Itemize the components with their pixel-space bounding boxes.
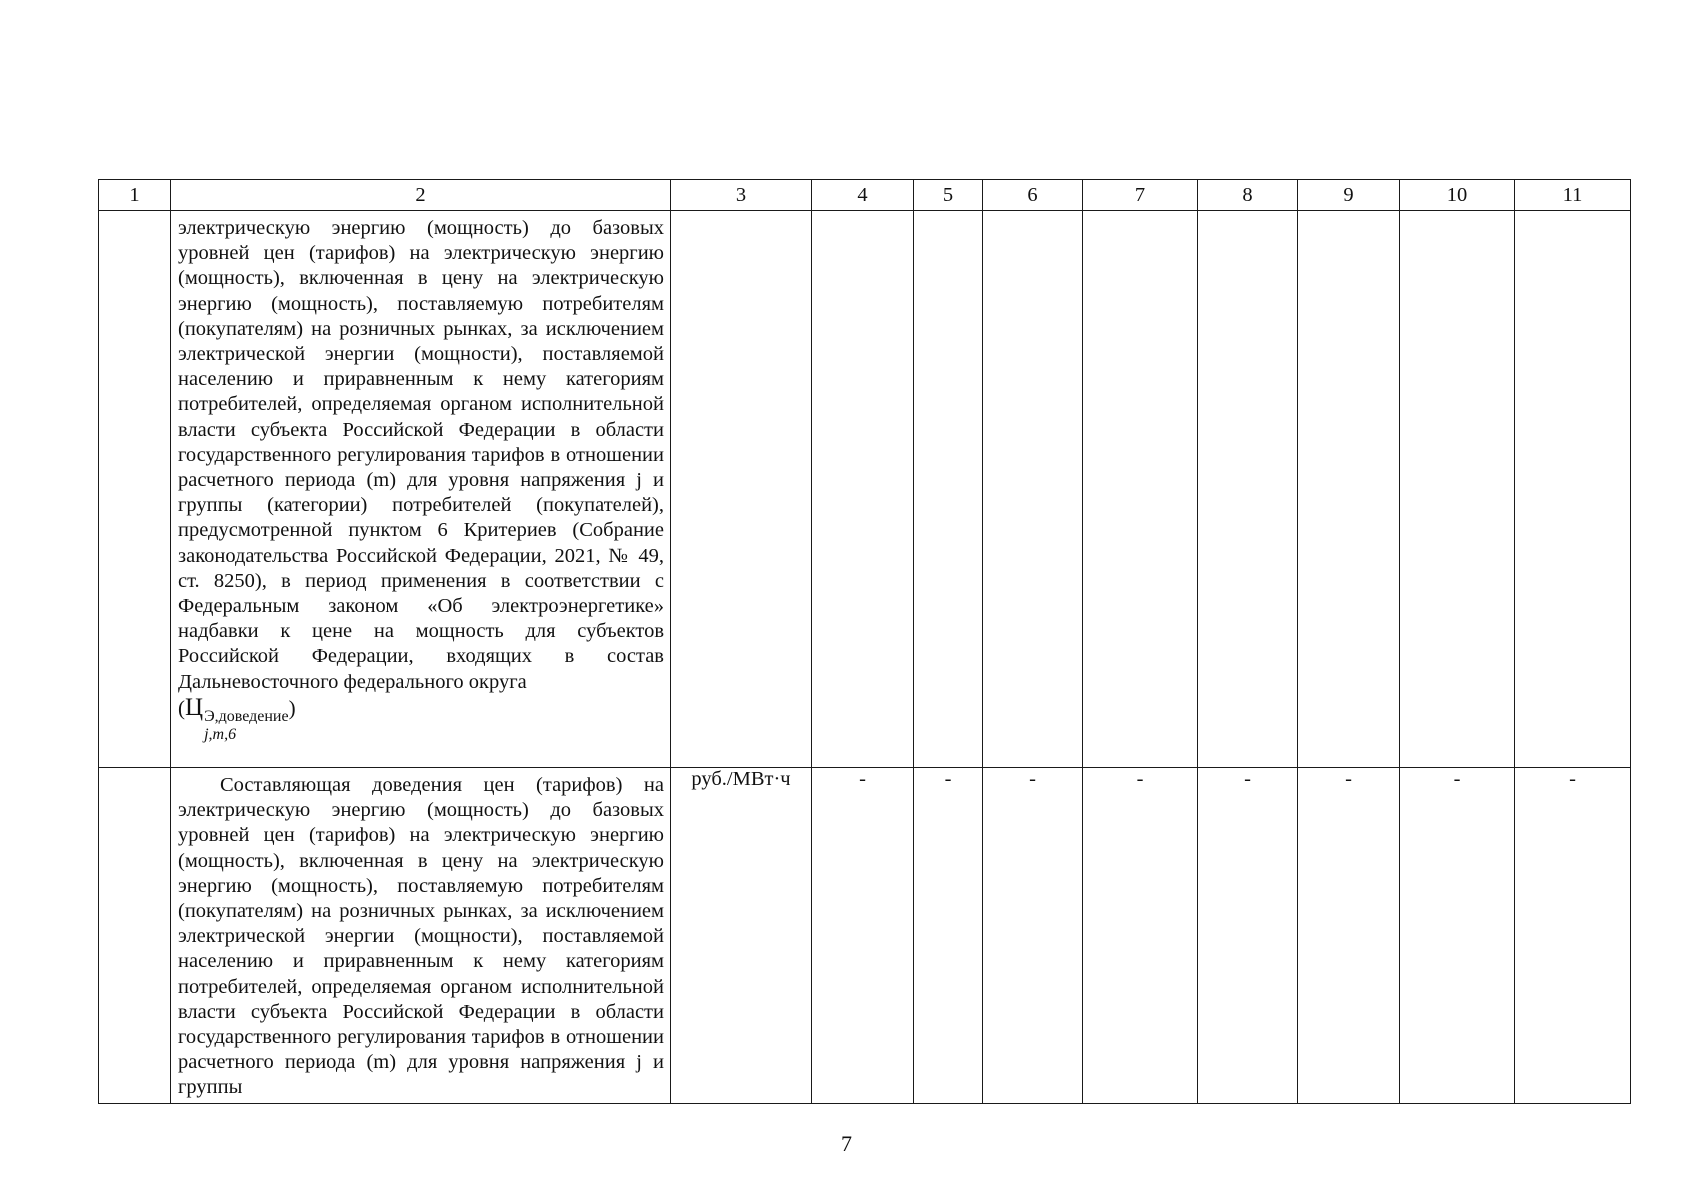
value-cell-8: [1198, 211, 1298, 768]
header-cell-11: 11: [1515, 180, 1631, 211]
description-block: [171, 768, 670, 1101]
unit-cell: руб./МВт·ч: [671, 768, 812, 1104]
table-row: [99, 768, 1631, 1104]
value-cell-7: -: [1083, 768, 1198, 1104]
header-cell-7: 7: [1083, 180, 1198, 211]
formula-symbol: Ц: [185, 693, 204, 721]
description-block: [171, 211, 670, 743]
formula-open-paren: (: [178, 695, 185, 720]
header-cell-4: 4: [812, 180, 914, 211]
header-cell-3: 3: [671, 180, 812, 211]
value-cell-4: [812, 211, 914, 768]
value-cell-10: [1400, 211, 1515, 768]
value-cell-4: -: [812, 768, 914, 1104]
value-cell-7: [1083, 211, 1198, 768]
header-cell-8: 8: [1198, 180, 1298, 211]
value-cell-11: [1515, 211, 1631, 768]
value-cell-5: [914, 211, 983, 768]
table-row: [99, 211, 1631, 768]
value-cell-6: [983, 211, 1083, 768]
description-text: электрическую энергию (мощность) до базовых уровней цен (тарифов) на электрическую энергию (мощность), включенная в цену на электрическую энергию (мощность), поставляемую потребителям (покупателям) на розничных рынках, за исключением электрической энергии (мощности), поставляемой населению и приравненным к нему категориям потребителей, определяемая органом исполнительной власти субъекта Российской Федерации в области государственного регулирования тарифов в отношении расчетного периода (m) для уровня напряжения j и группы (категории) потребителей (покупателей), предусмотренной пунктом 6 Критериев (Собрание законодательства Российской Федерации, 2021, № 49, ст. 8250), в период применения в соответствии с Федеральным законом «Об электроэнергетике» надбавки к цене на мощность для субъектов Российской Федерации, входящих в состав Дальневосточного федерального округа: [178, 217, 664, 693]
row-number-cell: [99, 211, 171, 768]
document-table: [98, 179, 1631, 1104]
header-cell-2: 2: [171, 180, 671, 211]
value-cell-9: [1298, 211, 1400, 768]
header-cell-5: 5: [914, 180, 983, 211]
formula: [178, 695, 296, 743]
value-cell-10: -: [1400, 768, 1515, 1104]
formula-scripts: [204, 709, 289, 743]
unit-cell: [671, 211, 812, 768]
value-cell-6: -: [983, 768, 1083, 1104]
formula-close-paren: ): [288, 695, 296, 720]
formula-subscript: j,m,6: [204, 725, 237, 743]
value-cell-9: -: [1298, 768, 1400, 1104]
header-cell-10: 10: [1400, 180, 1515, 211]
formula-superscript: Э,доведение: [204, 707, 289, 725]
description-cell: [171, 768, 671, 1104]
value-cell-5: -: [914, 768, 983, 1104]
header-cell-9: 9: [1298, 180, 1400, 211]
description-cell: [171, 211, 671, 768]
description-text: Составляющая доведения цен (тарифов) на электрическую энергию (мощность) до базовых уровней цен (тарифов) на электрическую энергию (мощность), включенная в цену на электрическую энергию (мощность), поставляемую потребителям (покупателям) на розничных рынках, за исключением электрической энергии (мощности), поставляемой населению и приравненным к нему категориям потребителей, определяемая органом исполнительной власти субъекта Российской Федерации в области государственного регулирования тарифов в отношении расчетного периода (m) для уровня напряжения j и группы: [178, 774, 664, 1099]
row-number-cell: [99, 768, 171, 1104]
value-cell-8: -: [1198, 768, 1298, 1104]
header-row: [99, 180, 1631, 211]
page-number: 7: [841, 1131, 852, 1156]
header-cell-6: 6: [983, 180, 1083, 211]
header-cell-1: 1: [99, 180, 171, 211]
value-cell-11: -: [1515, 768, 1631, 1104]
